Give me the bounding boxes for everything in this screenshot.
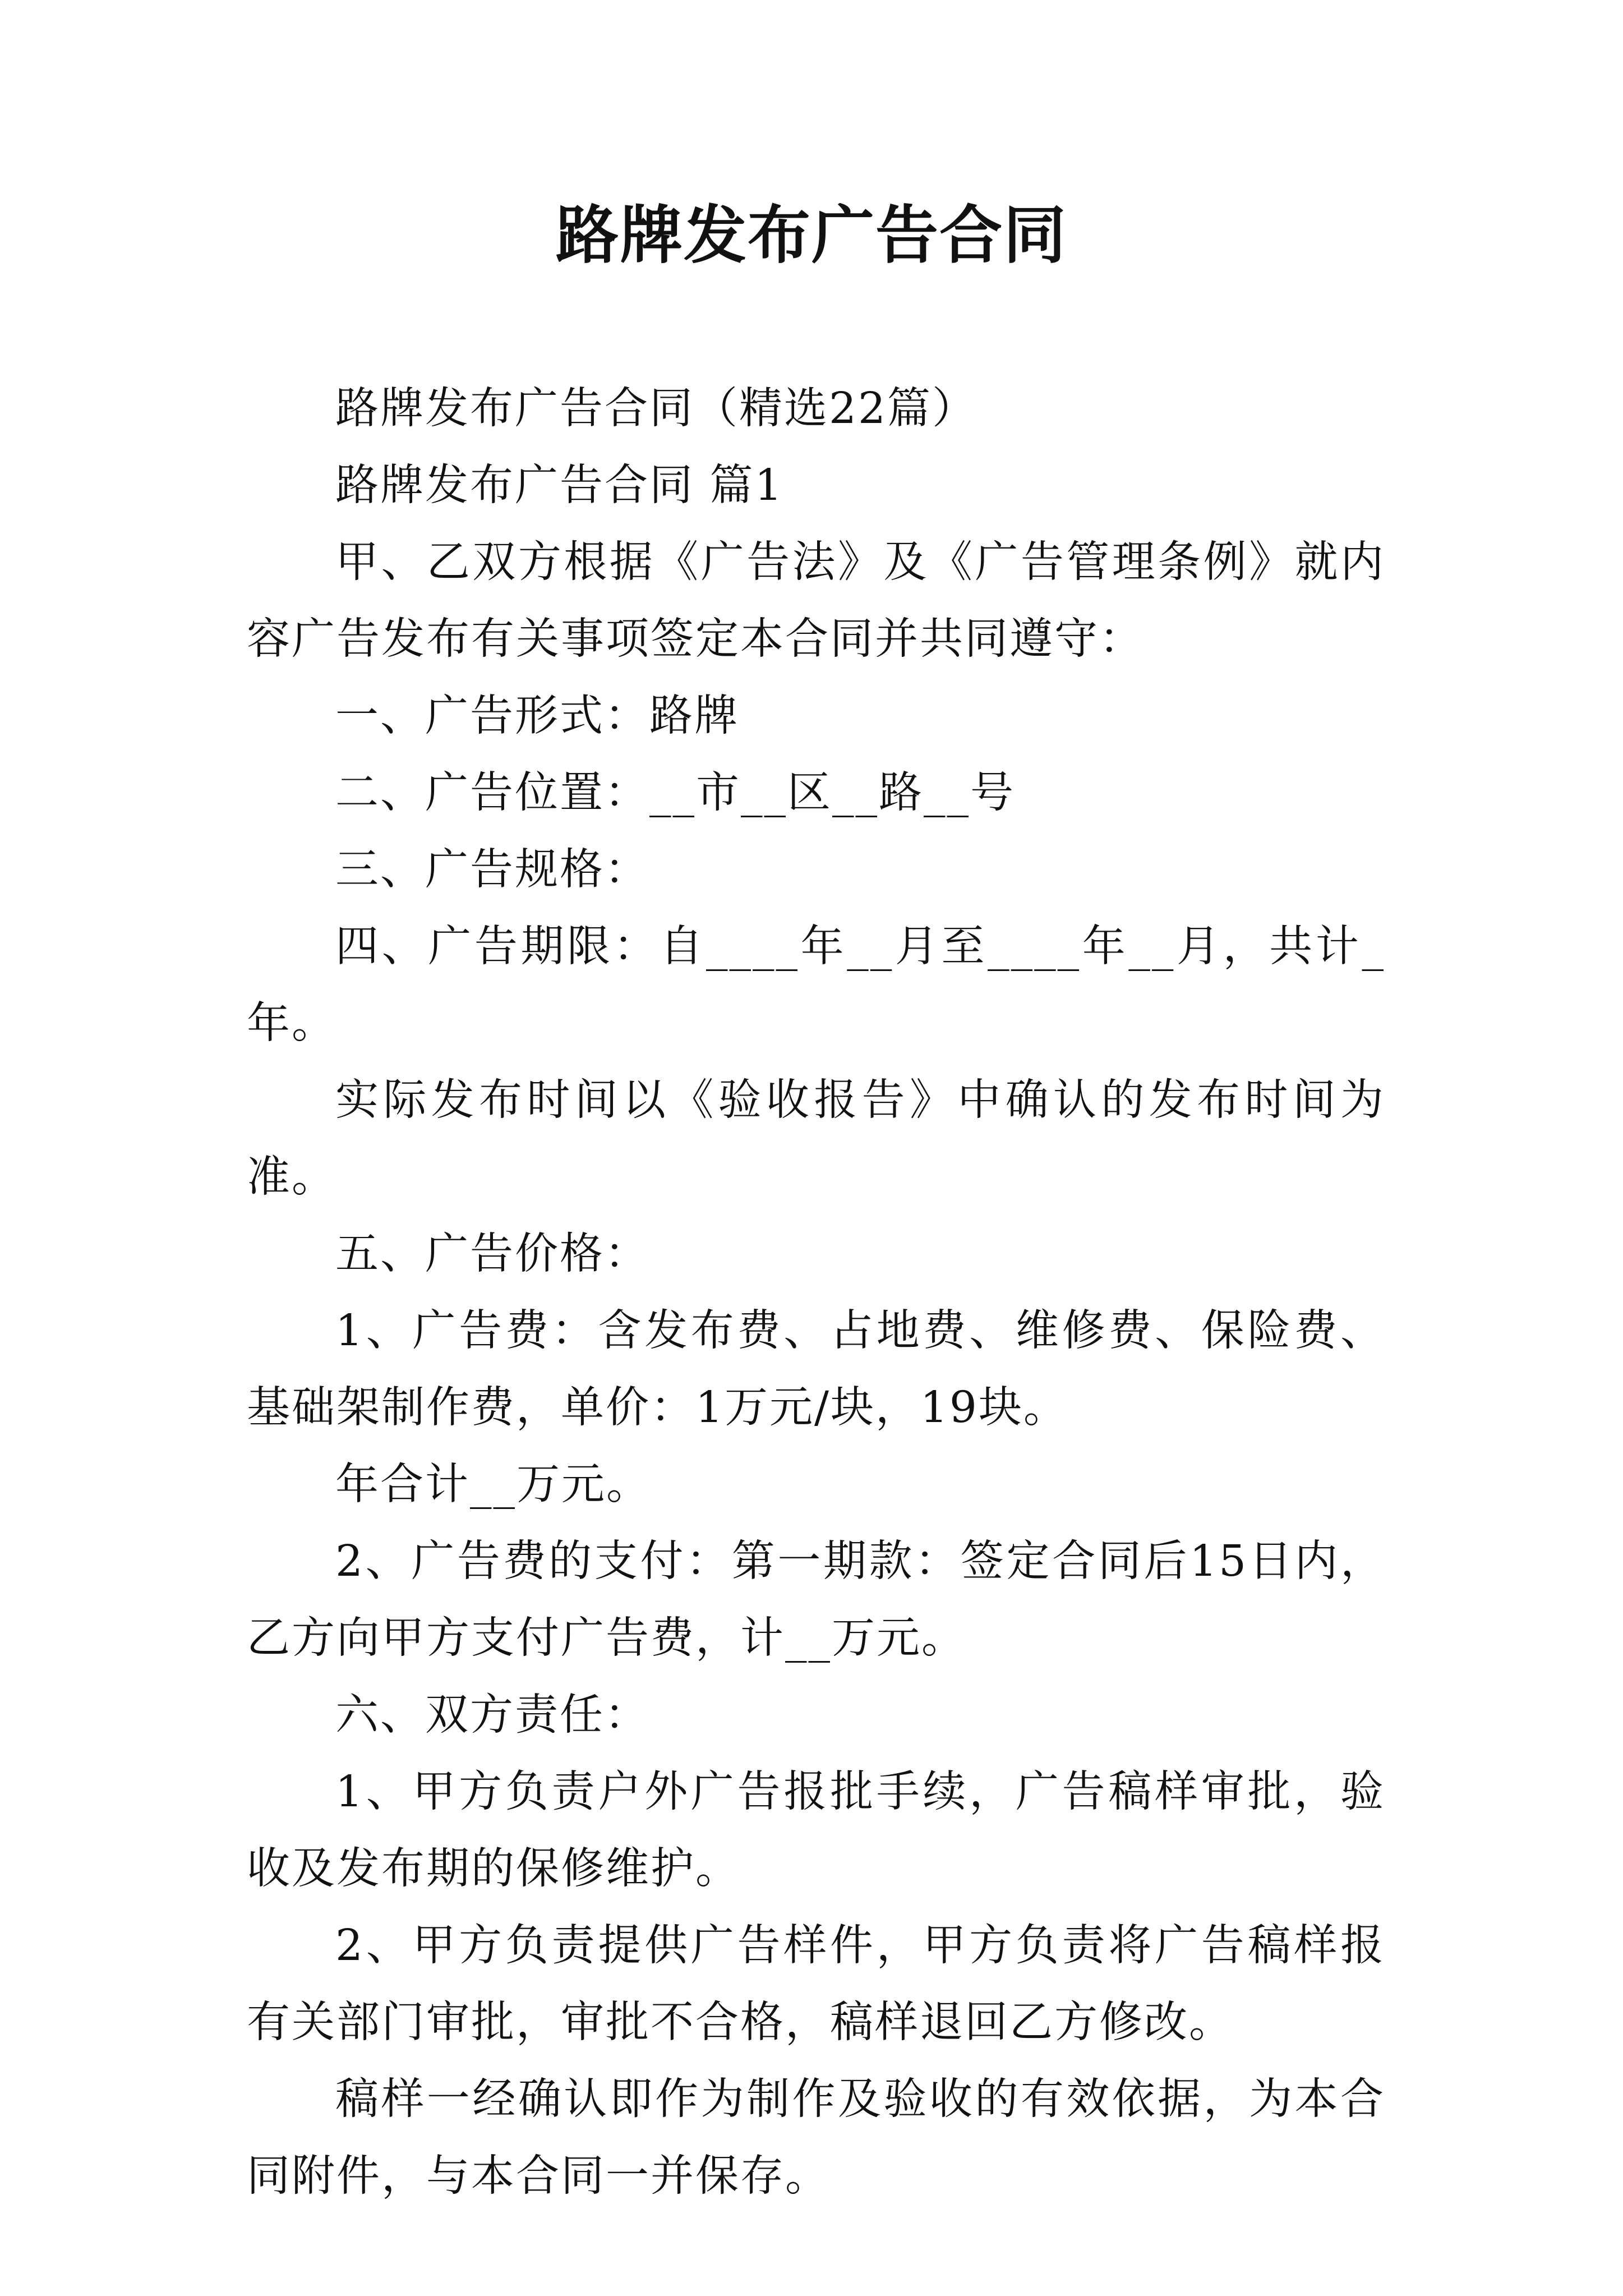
paragraph: 1、广告费：含发布费、占地费、维修费、保险费、基础架制作费，单价：1万元/块，19块。 (247, 1306, 1385, 1433)
paragraph: 年合计__万元。 (335, 1460, 651, 1510)
document-body (247, 370, 1385, 2215)
paragraph: 四、广告期限：自____年__月至____年__月，共计_年。 (247, 922, 1385, 1048)
document-title: 路牌发布广告合同 (556, 199, 1067, 272)
paragraph: 1、甲方负责户外广告报批手续，广告稿样审批，验收及发布期的保修维护。 (247, 1767, 1385, 1894)
paragraph-section-heading: 路牌发布广告合同 篇1 (335, 461, 784, 510)
paragraph: 一、广告形式：路牌 (335, 691, 739, 741)
paragraph: 甲、乙双方根据《广告法》及《广告管理条例》就内容广告发布有关事项签定本合同并共同遵守： (247, 537, 1385, 664)
paragraph: 稿样一经确认即作为制作及验收的有效依据，为本合同附件，与本合同一并保存。 (247, 2074, 1385, 2201)
paragraph: 2、甲方负责提供广告样件，甲方负责将广告稿样报有关部门审批，审批不合格，稿样退回乙方修改。 (247, 1921, 1385, 2047)
paragraph: 六、双方责任： (335, 1690, 649, 1740)
paragraph: 五、广告价格： (335, 1229, 649, 1279)
paragraph: 三、广告规格： (335, 845, 649, 895)
paragraph: 二、广告位置：__市__区__路__号 (335, 768, 1015, 818)
paragraph: 实际发布时间以《验收报告》中确认的发布时间为准。 (247, 1075, 1385, 1202)
paragraph: 2、广告费的支付：第一期款：签定合同后15日内，乙方向甲方支付广告费，计__万元。 (247, 1536, 1385, 1663)
paragraph-subtitle: 路牌发布广告合同（精选22篇） (335, 384, 977, 434)
